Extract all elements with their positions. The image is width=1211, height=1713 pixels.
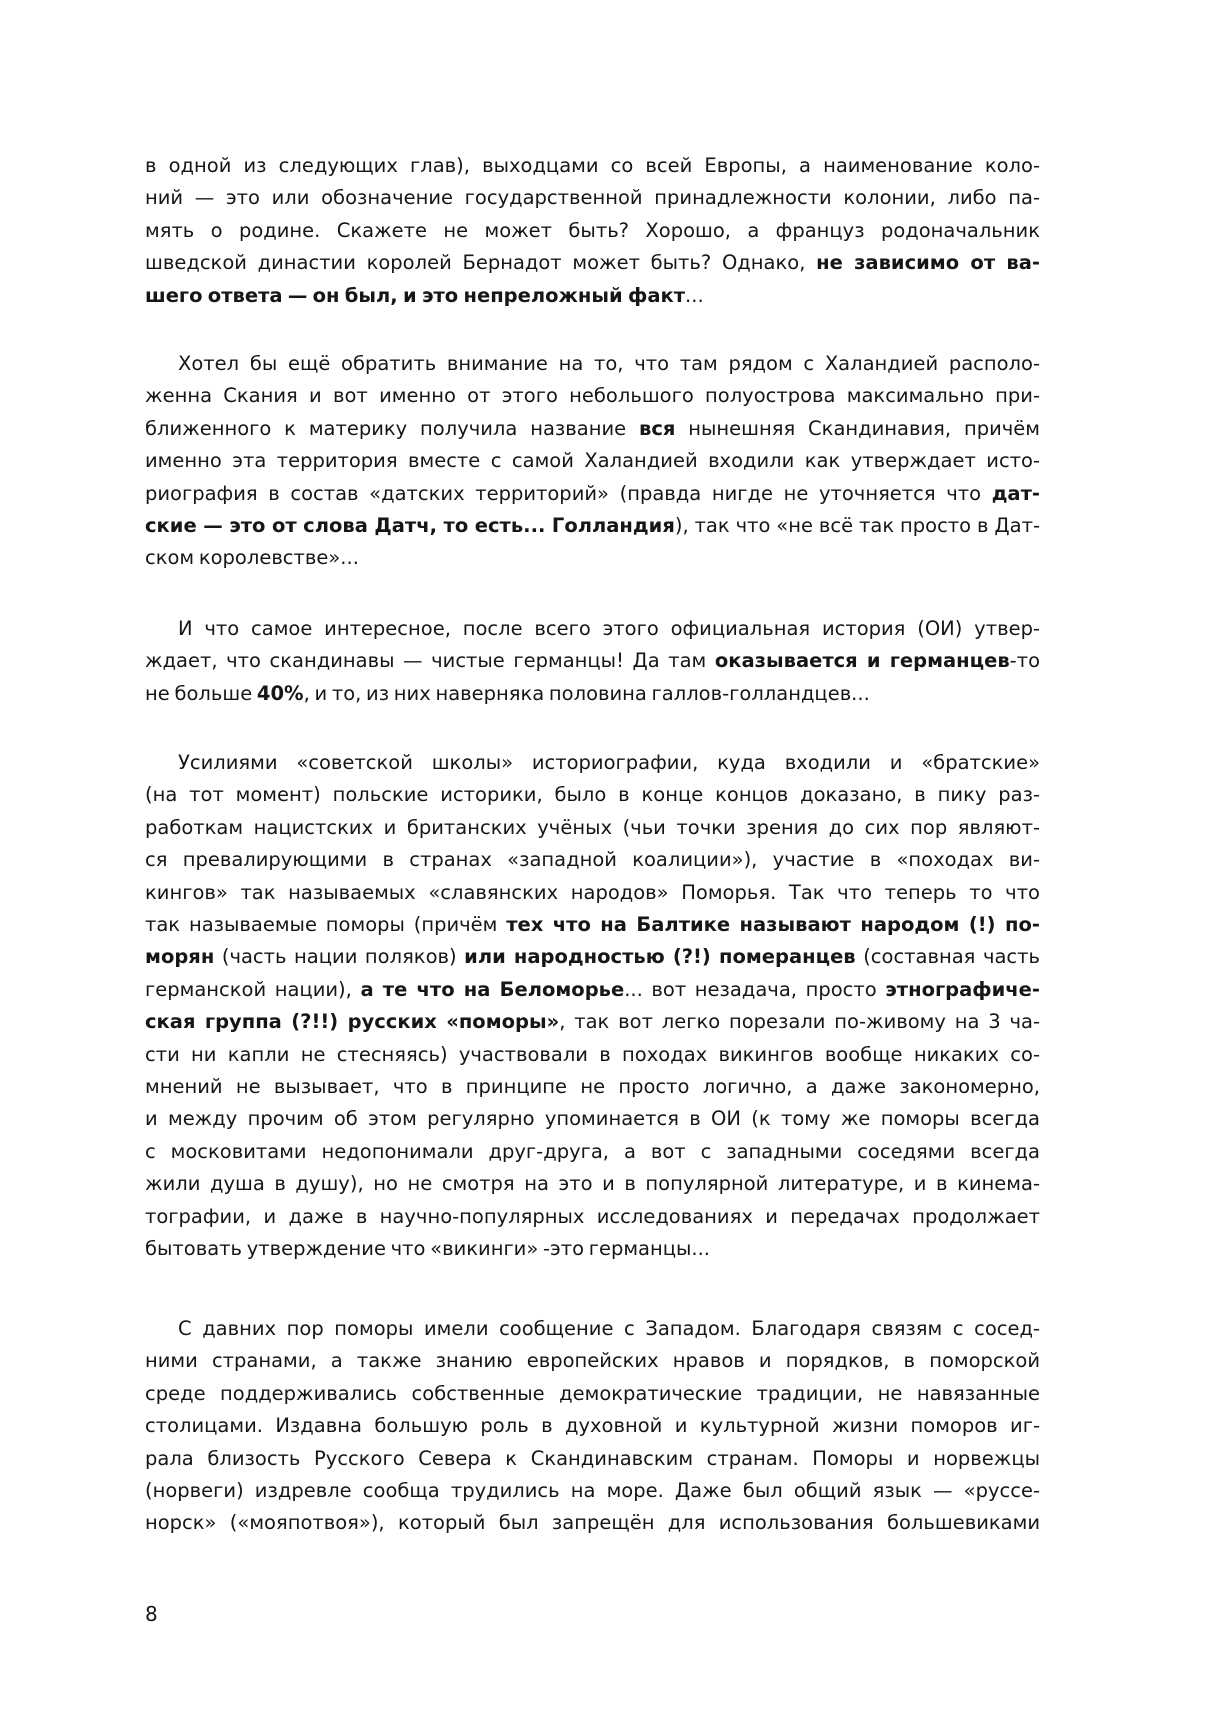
text-line: именно эта территория вместе с самой Халандией входили как утверждает исто-	[145, 449, 1040, 473]
paragraph-1-block	[145, 150, 1040, 312]
text-line: (на тот момент) польские историки, было в конце концов доказано, в пику раз-	[145, 783, 1040, 807]
text-line: ними странами, а также знанию европейских нравов и порядков, в поморской	[145, 1349, 1040, 1373]
bold-emphasis: ская группа (?!!) русских «поморы»	[145, 1010, 560, 1034]
text-line: Хотел бы ещё обратить внимание на то, что там рядом с Халандией располо-	[178, 352, 1040, 375]
text-line: германской нации), а те что на Беломорье... вот незадача, просто этнографиче-	[145, 977, 1040, 1001]
bold-emphasis: а те что на Беломорье	[360, 977, 625, 1001]
text-line: в одной из следующих глав), выходцами со всей Европы, а наименование коло-	[145, 154, 1040, 177]
bold-emphasis: дат-	[991, 481, 1040, 505]
bold-emphasis: 40%	[256, 681, 304, 705]
paragraph-4	[145, 747, 1040, 1266]
text-line: ближенного к материку получила название вся нынешняя Скандинавия, причём	[145, 416, 1040, 440]
paragraph-3	[145, 613, 1040, 710]
text-line: тографии, и даже в научно-популярных исследованиях и передачах продолжает	[145, 1204, 1040, 1228]
bold-emphasis: вся	[638, 416, 676, 440]
text-line: кингов» так называемых «славянских народов» Поморья. Так что теперь то что	[145, 880, 1040, 904]
paragraph-4-block	[145, 747, 1040, 1266]
text-line: сти ни капли не стесняясь) участвовали в походах викингов вообще никаких со-	[145, 1042, 1040, 1066]
text-line: Усилиями «советской школы» историографии, куда входили и «братские»	[178, 751, 1040, 774]
text-line: норск» («мояпотвоя»), который был запрещён для использования большевиками	[145, 1511, 1040, 1535]
paragraph-1	[145, 150, 1040, 312]
text-line: ся превалирующими в странах «западной коалиции»), участие в «походах ви-	[145, 848, 1040, 872]
text-line: ждает, что скандинавы — чистые германцы! Да там оказывается и германцев-то	[145, 649, 1040, 673]
text-line: работкам нацистских и британских учёных (чьи точки зрения до сих пор являют-	[145, 815, 1040, 839]
paragraph-2	[145, 348, 1040, 575]
page-number: 8	[145, 1602, 158, 1626]
text-line: (норвеги) издревле сообща трудились на море. Даже был общий язык — «руссе-	[145, 1479, 1040, 1503]
text-line: среде поддерживались собственные демократические традиции, не навязанные	[145, 1381, 1040, 1405]
bold-emphasis: этнографиче-	[885, 977, 1040, 1001]
text-line: мнений не вызывает, что в принципе не просто логично, а даже закономерно,	[145, 1075, 1040, 1099]
bold-emphasis: морян	[145, 945, 215, 969]
text-line: столицами. Издавна большую роль в духовной и культурной жизни поморов иг-	[145, 1414, 1040, 1438]
text-line: жили душа в душу), но не смотря на это и в популярной литературе, и в кинема-	[145, 1172, 1040, 1196]
text-line: рала близость Русского Севера к Скандинавским странам. Поморы и норвежцы	[145, 1446, 1040, 1470]
text-line: с московитами недопонимали друг-друга, а вот с западными соседями всегда	[145, 1139, 1040, 1163]
paragraph-5	[145, 1313, 1040, 1540]
bold-emphasis: или народностью (?!) померанцев	[464, 945, 856, 969]
text-line: риография в состав «датских территорий» (правда нигде не уточняется что дат-	[145, 481, 1040, 505]
text-line: морян (часть нации поляков) или народностью (?!) померанцев (составная часть	[145, 945, 1040, 969]
bold-emphasis: шего ответа — он был, и это непреложный факт	[145, 283, 686, 307]
paragraph-5-block	[145, 1313, 1040, 1540]
text-line: шего ответа — он был, и это непреложный факт...	[145, 283, 704, 307]
text-line: шведской династии королей Бернадот может быть? Однако, не зависимо от ва-	[145, 251, 1040, 275]
text-line: И что самое интересное, после всего этого официальная история (ОИ) утвер-	[178, 617, 1040, 640]
bold-emphasis: ские — это от слова Датч, то есть... Голландия	[145, 514, 675, 538]
bold-emphasis: оказывается и германцев	[714, 649, 1010, 673]
text-line: так называемые поморы (причём тех что на Балтике называют народом (!) по-	[145, 913, 1040, 937]
text-line: бытовать утверждение что «викинги» -это германцы...	[145, 1237, 711, 1261]
text-line: не больше 40%, и то, из них наверняка половина галлов-голландцев...	[145, 681, 870, 705]
text-line: ские — это от слова Датч, то есть... Голландия), так что «не всё так просто в Дат-	[145, 514, 1040, 538]
paragraph-2-block	[145, 348, 1040, 575]
paragraph-3-block	[145, 613, 1040, 710]
text-line: ний — это или обозначение государственной принадлежности колонии, либо па-	[145, 186, 1040, 210]
text-line: ская группа (?!!) русских «поморы», так вот легко порезали по-живому на 3 ча-	[145, 1010, 1040, 1034]
text-line: и между прочим об этом регулярно упоминается в ОИ (к тому же поморы всегда	[145, 1107, 1040, 1131]
text-line: С давних пор поморы имели сообщение с Западом. Благодаря связям с сосед-	[178, 1317, 1040, 1340]
text-line: ском королевстве»...	[145, 546, 359, 570]
bold-emphasis: тех что на Балтике называют народом (!) по-	[506, 913, 1040, 937]
bold-emphasis: не зависимо от ва-	[816, 251, 1040, 275]
text-line: женна Скания и вот именно от этого небольшого полуострова максимально при-	[145, 384, 1040, 408]
text-line: мять о родине. Скажете не может быть? Хорошо, а француз родоначальник	[145, 218, 1040, 242]
